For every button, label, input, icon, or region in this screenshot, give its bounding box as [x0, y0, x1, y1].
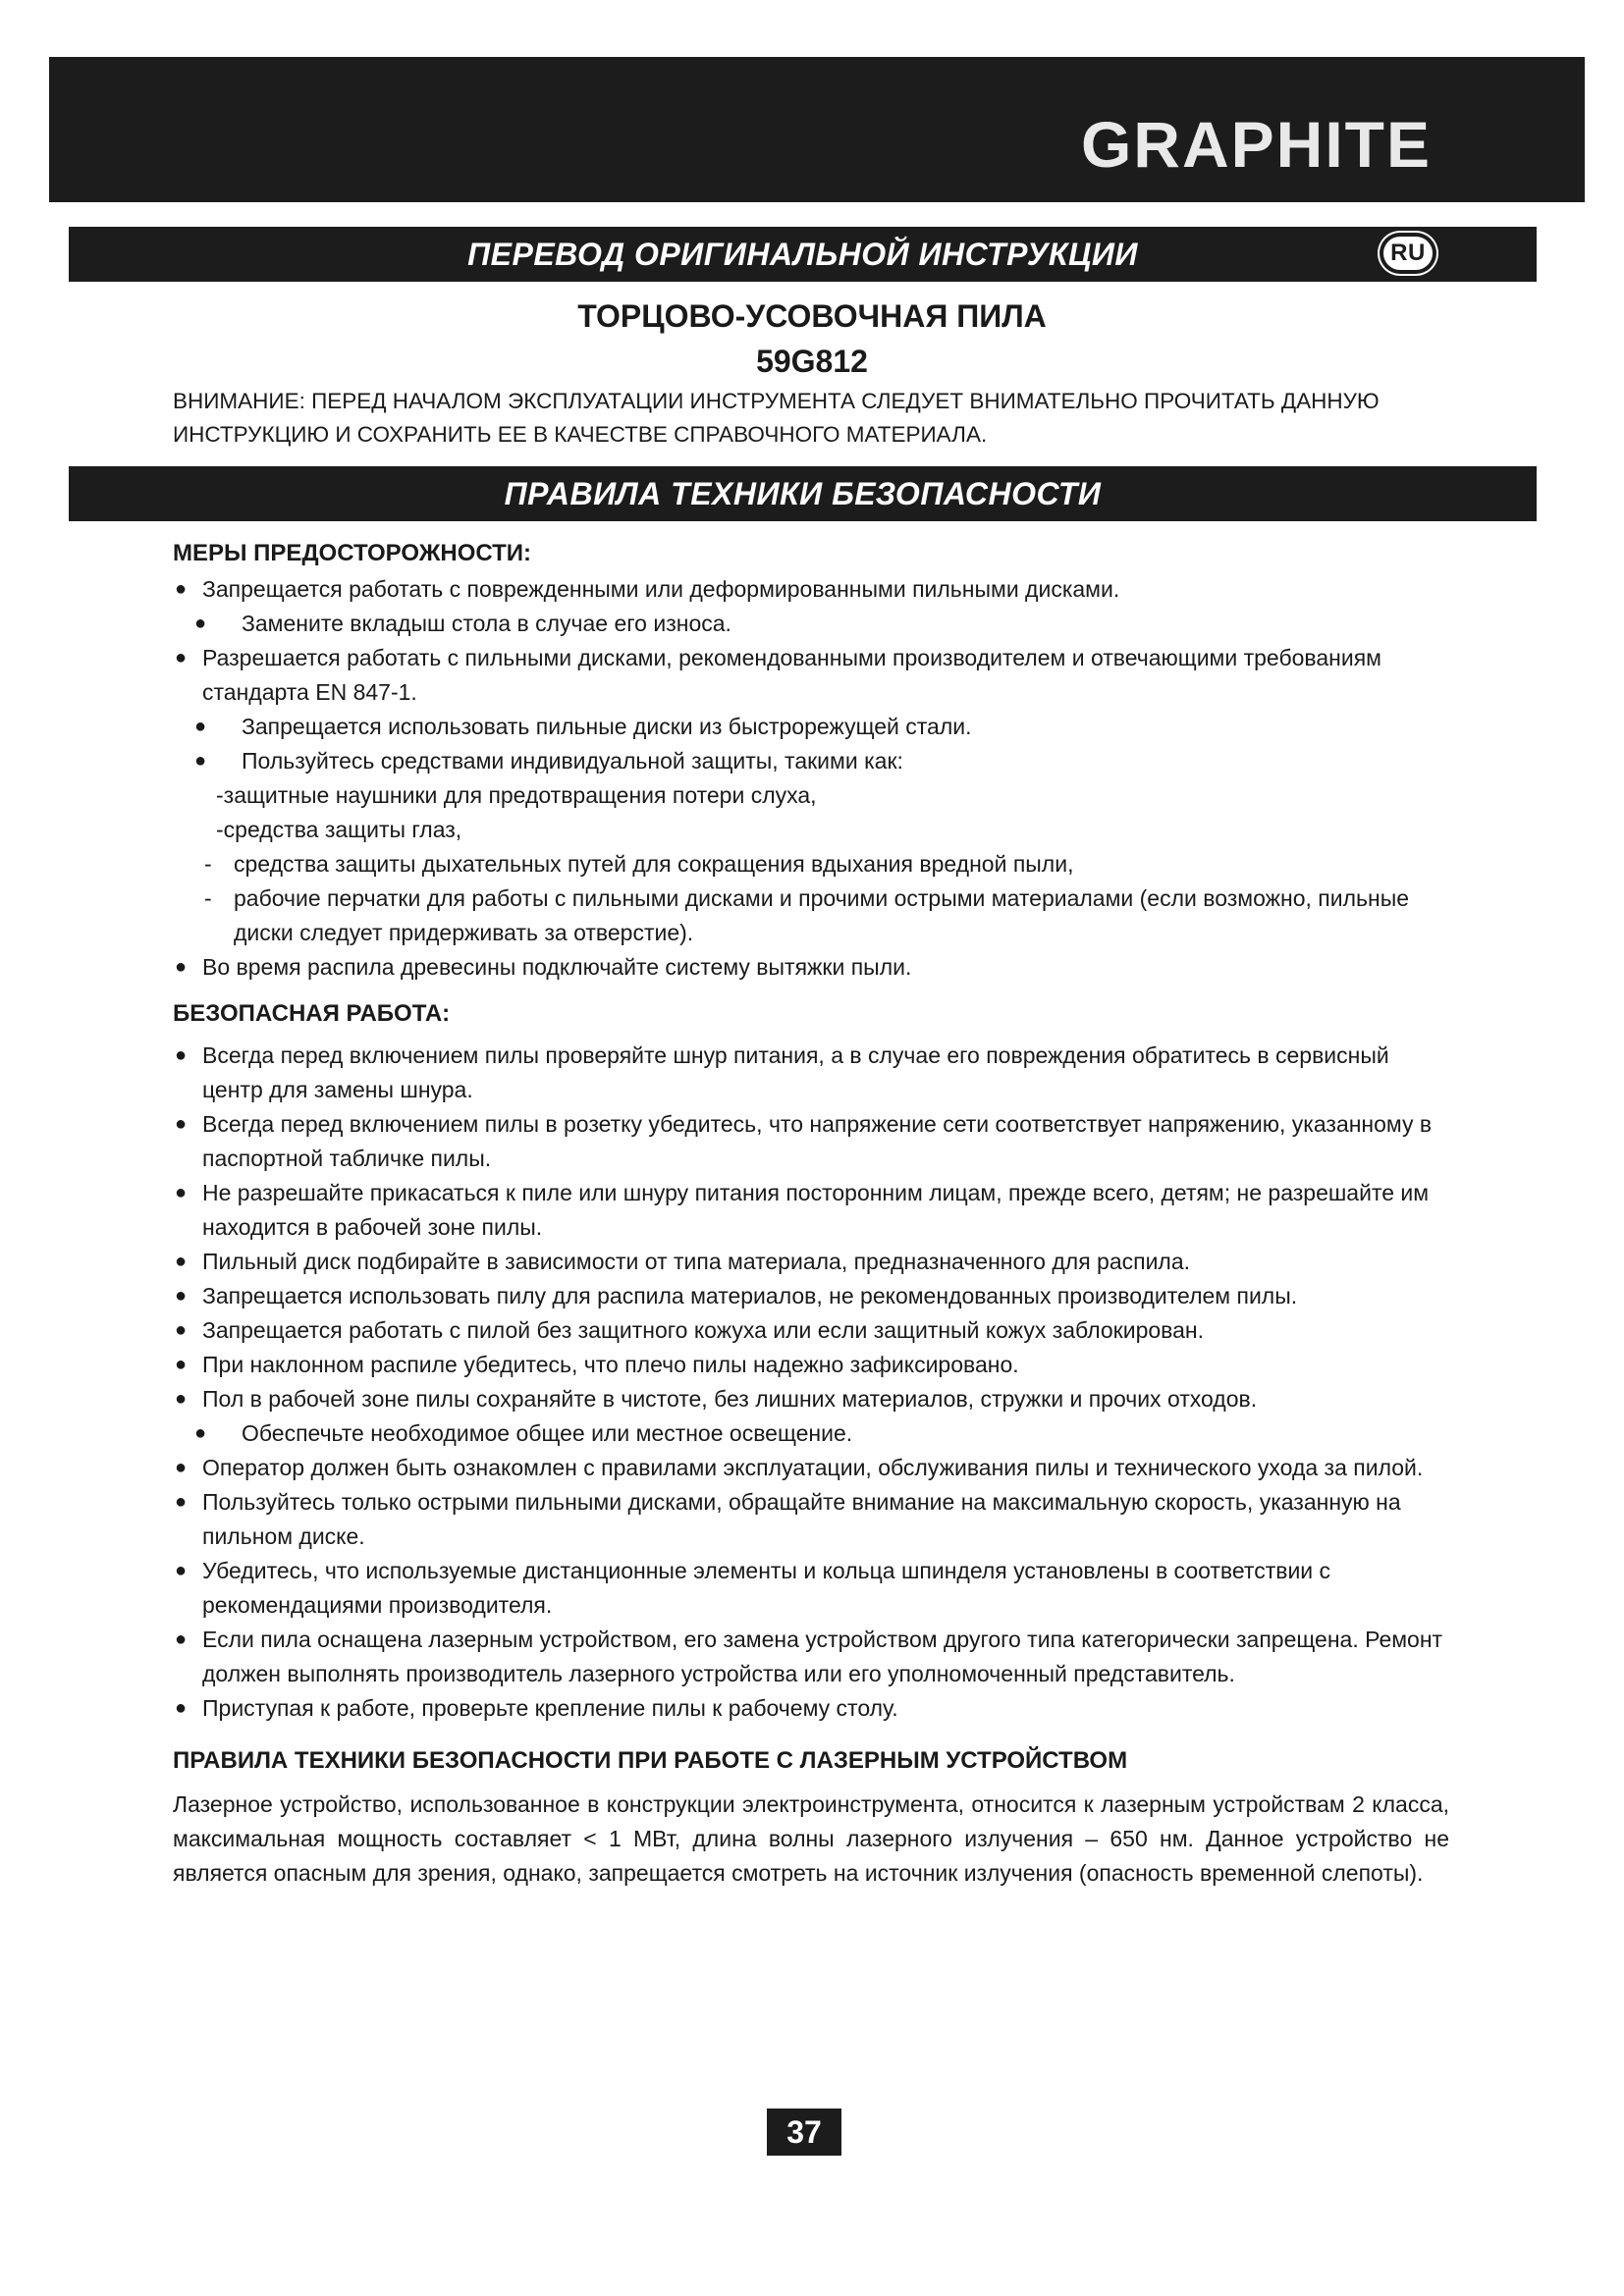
list-item: ● Пользуйтесь только острыми пильными дисками, обращайте внимание на максимальную скорость, указанную на пильном диске. [173, 1485, 1449, 1554]
list-item: ● Оператор должен быть ознакомлен с правилами эксплуатации, обслуживания пилы и технического ухода за пилой. [173, 1451, 1449, 1485]
list-item: ● Всегда перед включением пилы в розетку убедитесь, что напряжение сети соответствует напряжению, указанному в паспортной табличке пилы. [173, 1107, 1449, 1176]
bullet-icon: ● [194, 1422, 207, 1444]
bullet-icon: ● [175, 1285, 188, 1307]
bullet-icon: ● [175, 1629, 188, 1650]
list-item: ● Запрещается использовать пильные диски из быстрорежущей стали. [173, 710, 1449, 744]
list-item: ● Всегда перед включением пилы проверяйте шнур питания, а в случае его повреждения обратитесь в сервисный центр для замены шнура. [173, 1039, 1449, 1107]
list-item: ● Запрещается работать с поврежденными или деформированными пильными дисками. [173, 572, 1449, 607]
list-item: ● Пильный диск подбирайте в зависимости от типа материала, предназначенного для распила. [173, 1245, 1449, 1279]
laser-heading: ПРАВИЛА ТЕХНИКИ БЕЗОПАСНОСТИ ПРИ РАБОТЕ С ЛАЗЕРНЫМ УСТРОЙСТВОМ [173, 1747, 1128, 1774]
safe-work-heading: БЕЗОПАСНАЯ РАБОТА: [173, 1000, 451, 1027]
dash-icon: - [204, 851, 212, 877]
bullet-icon: ● [175, 1113, 188, 1135]
list-item: ● Пользуйтесь средствами индивидуальной защиты, такими как: [173, 744, 1449, 778]
dash-icon: - [204, 885, 212, 911]
bullet-icon: ● [175, 1697, 188, 1719]
list-item: ● Не разрешайте прикасаться к пиле или шнуру питания посторонним лицам, прежде всего, детям; не разрешайте им находится в рабочей зоне пилы. [173, 1176, 1449, 1245]
list-item: ● Пол в рабочей зоне пилы сохраняйте в чистоте, без лишних материалов, стружки и прочих отходов. [173, 1382, 1449, 1416]
bullet-icon: ● [175, 1388, 188, 1410]
list-subitem: - рабочие перчатки для работы с пильными дисками и прочими острыми материалами (если возможно, пильные диски следует придерживать за отверстие). [173, 881, 1449, 950]
bullet-icon: ● [194, 750, 207, 772]
language-badge: RU [1383, 237, 1433, 270]
bullet-icon: ● [175, 578, 188, 600]
list-item: ● Запрещается работать с пилой без защитного кожуха или если защитный кожух заблокирован. [173, 1313, 1449, 1348]
bullet-icon: ● [175, 1560, 188, 1581]
list-item: ● Приступая к работе, проверьте крепление пилы к рабочему столу. [173, 1691, 1449, 1726]
list-item: ● Замените вкладыш стола в случае его износа. [173, 607, 1449, 641]
bullet-icon: ● [175, 1354, 188, 1375]
translation-banner [69, 227, 1537, 282]
bullet-icon: ● [175, 647, 188, 668]
bullet-icon: ● [175, 1044, 188, 1066]
list-subitem: -защитные наушники для предотвращения потери слуха, [216, 782, 817, 808]
warning-text: ВНИМАНИЕ: ПЕРЕД НАЧАЛОМ ЭКСПЛУАТАЦИИ ИНСТРУМЕНТА СЛЕДУЕТ ВНИМАТЕЛЬНО ПРОЧИТАТЬ ДАННУЮ ИНСТРУКЦИЮ И СОХРАНИТЬ ЕЕ В КАЧЕСТВЕ СПРАВОЧНОГО МАТЕРИАЛА. [173, 389, 1380, 447]
list-item: ● Запрещается использовать пилу для распила материалов, не рекомендованных производителем пилы. [173, 1279, 1449, 1313]
list-item: ● Если пила оснащена лазерным устройством, его замена устройством другого типа категорически запрещена. Ремонт должен выполнять производитель лазерного устройства или его уполномоченный представитель. [173, 1623, 1449, 1691]
manual-content [173, 536, 1449, 1891]
precautions-heading: МЕРЫ ПРЕДОСТОРОЖНОСТИ: [173, 540, 532, 566]
brand-logo: GRAPHITE [1080, 108, 1432, 181]
bullet-icon: ● [175, 1491, 188, 1513]
safety-banner [69, 466, 1537, 521]
list-item: ● Во время распила древесины подключайте систему вытяжки пыли. [173, 950, 1449, 985]
list-item: ● Убедитесь, что используемые дистанционные элементы и кольца шпинделя установлены в соответствии с рекомендациями производителя. [173, 1554, 1449, 1623]
list-subitem: - средства защиты дыхательных путей для сокращения вдыхания вредной пыли, [173, 847, 1449, 881]
page-number: 37 [767, 2109, 841, 2156]
bullet-icon: ● [175, 956, 188, 978]
product-model: 59G812 [756, 344, 868, 379]
safety-banner-title: ПРАВИЛА ТЕХНИКИ БЕЗОПАСНОСТИ [504, 476, 1102, 511]
bullet-icon: ● [194, 613, 207, 634]
bullet-icon: ● [175, 1319, 188, 1341]
bullet-icon: ● [175, 1182, 188, 1203]
list-item: ● Разрешается работать с пильными дисками, рекомендованными производителем и отвечающими требованиям стандарта EN 847-1. [173, 641, 1449, 710]
header-bar [49, 57, 1585, 202]
product-name: ТОРЦОВО-УСОВОЧНАЯ ПИЛА [577, 298, 1047, 334]
bullet-icon: ● [194, 716, 207, 737]
laser-paragraph: Лазерное устройство, использованное в конструкции электроинструмента, относится к лазерным устройствам 2 класса, максимальная мощность составляет < 1 МВт, длина волны лазерного излучения – 650 нм. Данное устройство не является опасным для зрения, однако, запрещается смотреть на источник излучения (опасность временной слепоты). [173, 1791, 1449, 1886]
bullet-icon: ● [175, 1251, 188, 1272]
translation-banner-title: ПЕРЕВОД ОРИГИНАЛЬНОЙ ИНСТРУКЦИИ [467, 237, 1138, 272]
list-item: ● При наклонном распиле убедитесь, что плечо пилы надежно зафиксировано. [173, 1348, 1449, 1382]
list-item: ● Обеспечьте необходимое общее или местное освещение. [173, 1416, 1449, 1451]
list-subitem: -средства защиты глаз, [216, 817, 462, 842]
bullet-icon: ● [175, 1457, 188, 1478]
